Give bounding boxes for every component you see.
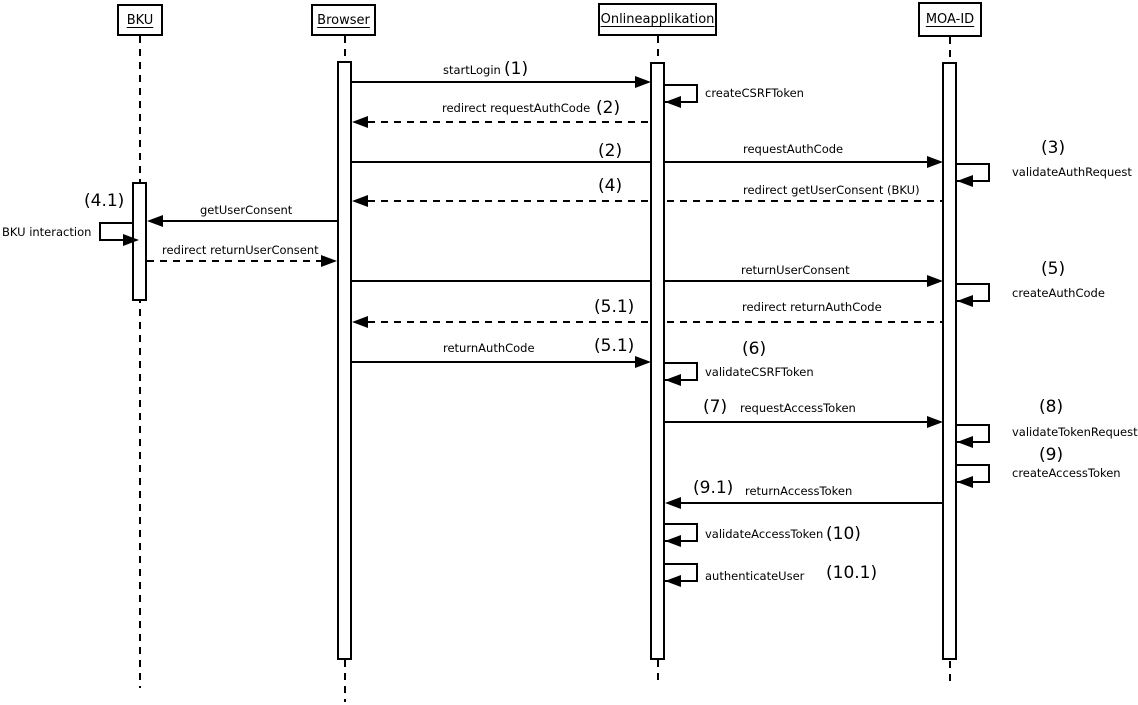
actor-box-onlineapplikation (598, 3, 717, 36)
sequence-number: (6) (742, 339, 767, 359)
sequence-number: (9.1) (693, 478, 734, 498)
message-line-startlogin (352, 81, 635, 83)
arrowhead-icon (957, 295, 973, 307)
sequence-number: (2) (596, 98, 621, 118)
message-label-returnauthcode: returnAuthCode (443, 341, 535, 355)
sequence-number: (5.1) (594, 297, 635, 317)
actor-box-moa-id (918, 2, 982, 37)
sequence-number: (9) (1039, 445, 1064, 465)
message-label-bku-interaction: BKU interaction (2, 225, 92, 239)
arrowhead-icon (352, 316, 368, 328)
message-line-getuserconsent (163, 220, 337, 222)
arrowhead-icon (665, 374, 681, 386)
actor-label-bku: BKU (126, 12, 154, 28)
message-label-createaccesstoken: createAccessToken (1012, 466, 1121, 480)
arrowhead-icon (927, 156, 943, 168)
message-line-returnaccesstoken (681, 502, 943, 504)
sequence-number: (10.1) (826, 563, 878, 583)
arrowhead-icon (665, 535, 681, 547)
activation-bar-browser (337, 61, 352, 660)
arrowhead-icon (927, 416, 943, 428)
actor-label-onlineapplikation: Onlineapplikation (600, 12, 715, 27)
activation-bar-onlineapplikation (650, 62, 665, 660)
arrowhead-icon (957, 436, 973, 448)
message-label-redirect-getuserconsent: redirect getUserConsent (BKU) (743, 183, 920, 197)
arrowhead-icon (665, 96, 681, 108)
arrowhead-icon (635, 76, 651, 88)
message-label-startlogin: startLogin (443, 63, 501, 77)
sequence-number: (4.1) (84, 191, 125, 211)
message-label-authenticateuser: authenticateUser (705, 569, 805, 583)
message-label-returnuserconsent: returnUserConsent (741, 263, 850, 277)
arrowhead-icon (665, 575, 681, 587)
message-line-requestaccesstoken (665, 421, 927, 423)
activation-bar-moa-id (942, 62, 957, 660)
actor-label-browser: Browser (317, 12, 370, 28)
message-label-requestauthcode: requestAuthCode (743, 142, 844, 156)
actor-box-bku (117, 4, 163, 36)
message-label-redirect-returnauthcode: redirect returnAuthCode (742, 300, 882, 314)
message-label-createauthcode: createAuthCode (1012, 286, 1105, 300)
message-line-redirect-returnuserconsent (147, 260, 321, 262)
message-label-getuserconsent: getUserConsent (200, 203, 293, 217)
message-label-returnaccesstoken: returnAccessToken (745, 484, 853, 498)
message-line-returnuserconsent (352, 280, 927, 282)
arrowhead-icon (665, 497, 681, 509)
arrowhead-icon (957, 175, 973, 187)
message-label-redirect-returnuserconsent: redirect returnUserConsent (162, 243, 319, 257)
arrowhead-icon (321, 255, 337, 267)
message-line-redirect-requestauthcode (368, 121, 651, 123)
message-label-createcsrftoken: createCSRFToken (705, 86, 804, 100)
arrowhead-icon (352, 195, 368, 207)
actor-box-browser (311, 4, 376, 36)
arrowhead-icon (635, 356, 651, 368)
message-label-requestaccesstoken: requestAccessToken (740, 401, 856, 415)
sequence-number: (3) (1041, 138, 1066, 158)
message-label-validatetokenrequest: validateTokenRequest (1012, 425, 1138, 439)
sequence-number: (7) (703, 397, 728, 417)
sequence-number: (4) (598, 176, 623, 196)
message-label-validateauthrequest: validateAuthRequest (1012, 165, 1132, 179)
message-label-validateaccesstoken: validateAccessToken (705, 527, 824, 541)
sequence-number: (5.1) (594, 336, 635, 356)
arrowhead-icon (123, 234, 139, 246)
message-label-redirect-requestauthcode: redirect requestAuthCode (442, 101, 591, 115)
actor-label-moa-id: MOA-ID (925, 12, 975, 27)
arrowhead-icon (352, 116, 368, 128)
arrowhead-icon (927, 275, 943, 287)
sequence-number: (5) (1041, 259, 1066, 279)
message-line-requestauthcode (352, 161, 927, 163)
arrowhead-icon (147, 215, 163, 227)
sequence-number: (8) (1039, 397, 1064, 417)
message-line-returnauthcode (352, 361, 635, 363)
arrowhead-icon (957, 476, 973, 488)
sequence-number: (10) (826, 524, 861, 544)
message-label-validatecsrftoken: validateCSRFToken (705, 365, 814, 379)
sequence-number: (1) (504, 59, 529, 79)
sequence-number: (2) (598, 141, 623, 161)
lifeline-bku (139, 36, 141, 688)
